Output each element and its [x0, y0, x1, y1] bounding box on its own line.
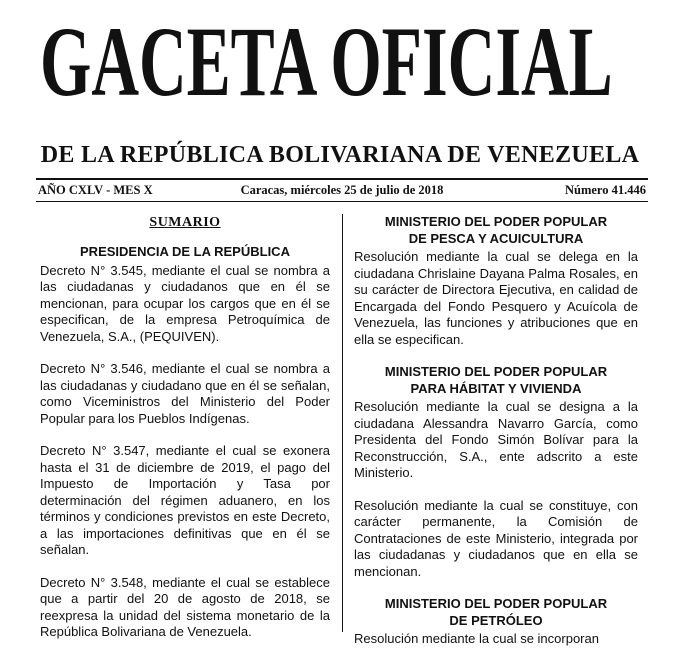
right-column [354, 214, 638, 648]
masthead [0, 6, 680, 112]
section-heading-presidencia: PRESIDENCIA DE LA REPÚBLICA [80, 244, 290, 259]
masthead-title: GACETA OFICIAL [40, 6, 613, 112]
column-divider [342, 214, 343, 632]
issue-number: Número 41.446 [564, 183, 646, 197]
bottom-rule [36, 201, 648, 202]
sumario-heading: SUMARIO [149, 215, 221, 230]
issue-label: AÑO CXLV - MES X [38, 183, 153, 197]
list-item: Decreto N° 3.545, mediante el cual se nombra a las ciudadanas y ciudadanos que en él se mencionan, para ocupar los cargos que en él se especifican, de la empresa Petroquímica de Venezuela, S.A., (PEQUIVEN). [40, 262, 330, 344]
section-heading-habitat: MINISTERIO DEL PODER POPULAR PARA HÁBITAT Y VIVIENDA [384, 364, 608, 396]
section-heading-petroleo: MINISTERIO DEL PODER POPULAR DE PETRÓLEO [384, 596, 608, 628]
masthead-subtitle: DE LA REPÚBLICA BOLIVARIANA DE VENEZUELA [40, 142, 640, 168]
place-date: Caracas, miércoles 25 de julio de 2018 [240, 183, 444, 197]
list-item: Decreto N° 3.548, mediante el cual se establece que a partir del 20 de agosto de 2018, se reexpresa la unidad del sistema monetario de la República Bolivariana de Venezuela. [40, 574, 330, 639]
list-item: Decreto N° 3.546, mediante el cual se nombra a las ciudadanas y ciudadano que en él se señalan, como Viceministros del Ministerio del Poder Popular para los Pueblos Indígenas. [40, 361, 330, 426]
list-item: Resolución mediante la cual se designa a la ciudadana Alessandra Navarro García, como Presidenta del Fondo Simón Bolívar para la Reconstrucción, S.A., ente adscrito a este Ministerio. [354, 399, 638, 480]
dateline [36, 180, 648, 201]
list-item: Decreto N° 3.547, mediante el cual se exonera hasta el 31 de diciembre de 2019, el pago del Impuesto de Importación y Tasa por determinación del régimen aduanero, en los términos y condiciones previstos en este Decreto, a las importaciones definitivas que en él se señalan. [40, 443, 330, 557]
list-item: Resolución mediante la cual se delega en la ciudadana Chrislaine Dayana Palma Rosales, en su carácter de Directora Ejecutiva, en calidad de Encargada del Fondo Pesquero y Acuícola de Venezuela, las funciones y atribuciones que en ella se especifican. [354, 249, 638, 347]
section-heading-pesca: MINISTERIO DEL PODER POPULAR DE PESCA Y ACUICULTURA [384, 214, 608, 246]
list-item: Resolución mediante la cual se constituye, con carácter permanente, la Comisión de Contrataciones de este Ministerio, integrada por las ciudadanas y ciudadanos que en ella se mencionan. [354, 497, 638, 579]
list-item: Resolución mediante la cual se incorporan [354, 631, 599, 646]
left-column [40, 214, 330, 657]
